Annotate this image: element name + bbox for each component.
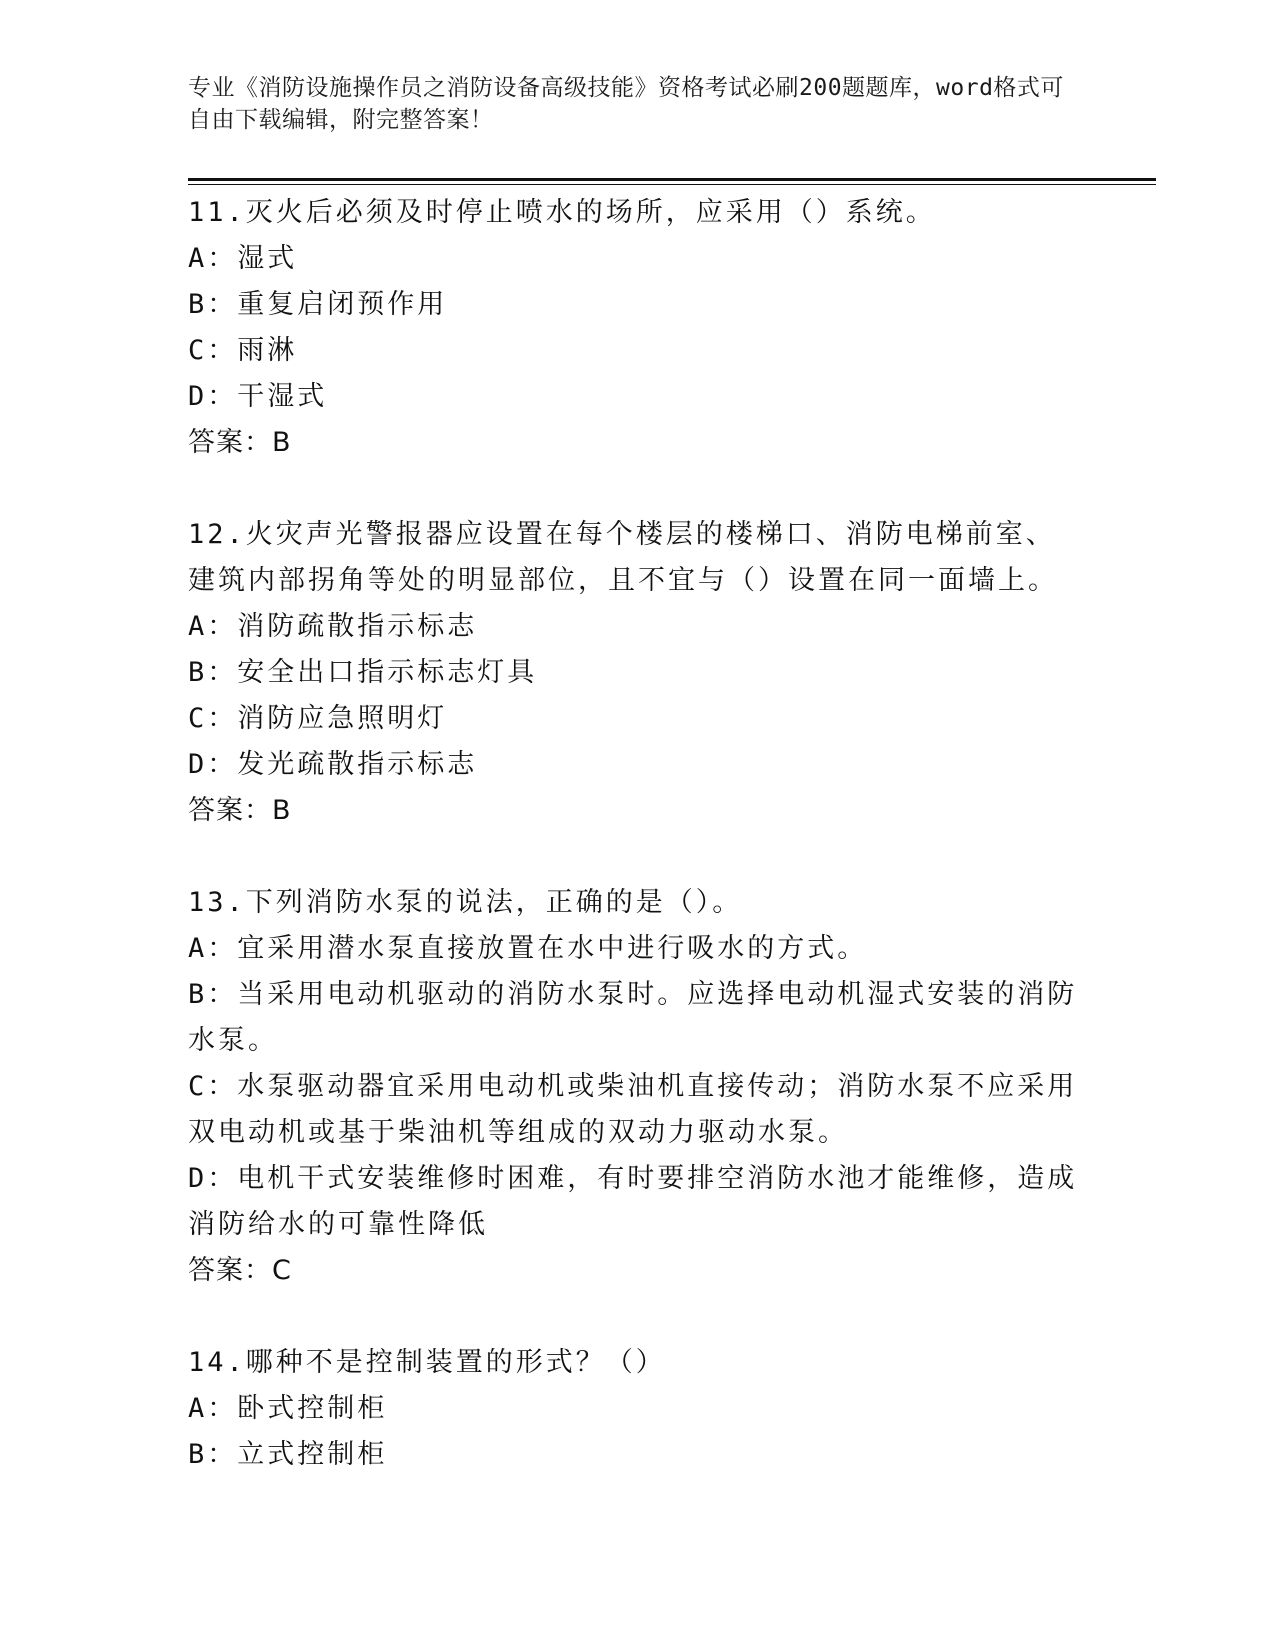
document-header: 专业《消防设施操作员之消防设备高级技能》资格考试必刷200题题库，word格式可自由下载编辑，附完整答案！ bbox=[188, 75, 1064, 133]
question-12 bbox=[188, 512, 1078, 834]
question-stem: 12.火灾声光警报器应设置在每个楼层的楼梯口、消防电梯前室、建筑内部拐角等处的明显部位，且不宜与（）设置在同一面墙上。 bbox=[188, 519, 1058, 596]
option-c: C：消防应急照明灯 bbox=[188, 703, 448, 734]
question-stem: 11.灭火后必须及时停止喷水的场所，应采用（）系统。 bbox=[188, 197, 936, 228]
question-14 bbox=[188, 1340, 1078, 1478]
option-a: A：湿式 bbox=[188, 243, 298, 274]
question-list bbox=[188, 190, 1078, 1478]
answer-line: 答案：B bbox=[188, 427, 292, 458]
question-stem: 13.下列消防水泵的说法，正确的是（）。 bbox=[188, 887, 743, 918]
option-c: C：水泵驱动器宜采用电动机或柴油机直接传动；消防水泵不应采用双电动机或基于柴油机等组成的双动力驱动水泵。 bbox=[188, 1071, 1078, 1148]
question-13 bbox=[188, 880, 1078, 1294]
option-d: D：电机干式安装维修时困难，有时要排空消防水池才能维修，造成消防给水的可靠性降低 bbox=[188, 1163, 1078, 1240]
option-d: D：干湿式 bbox=[188, 381, 328, 412]
question-stem: 14.哪种不是控制装置的形式？（） bbox=[188, 1347, 666, 1378]
option-b: B：重复启闭预作用 bbox=[188, 289, 448, 320]
option-b: B：安全出口指示标志灯具 bbox=[188, 657, 538, 688]
option-a: A：宜采用潜水泵直接放置在水中进行吸水的方式。 bbox=[188, 933, 868, 964]
answer-line: 答案：C bbox=[188, 1255, 292, 1286]
question-11 bbox=[188, 190, 1078, 466]
option-a: A：卧式控制柜 bbox=[188, 1393, 388, 1424]
header-divider-thick bbox=[188, 178, 1156, 181]
answer-line: 答案：B bbox=[188, 795, 292, 826]
option-b: B：立式控制柜 bbox=[188, 1439, 388, 1470]
option-a: A：消防疏散指示标志 bbox=[188, 611, 478, 642]
option-c: C：雨淋 bbox=[188, 335, 298, 366]
option-d: D：发光疏散指示标志 bbox=[188, 749, 478, 780]
option-b: B：当采用电动机驱动的消防水泵时。应选择电动机湿式安装的消防水泵。 bbox=[188, 979, 1078, 1056]
header-divider-thin bbox=[188, 184, 1156, 185]
